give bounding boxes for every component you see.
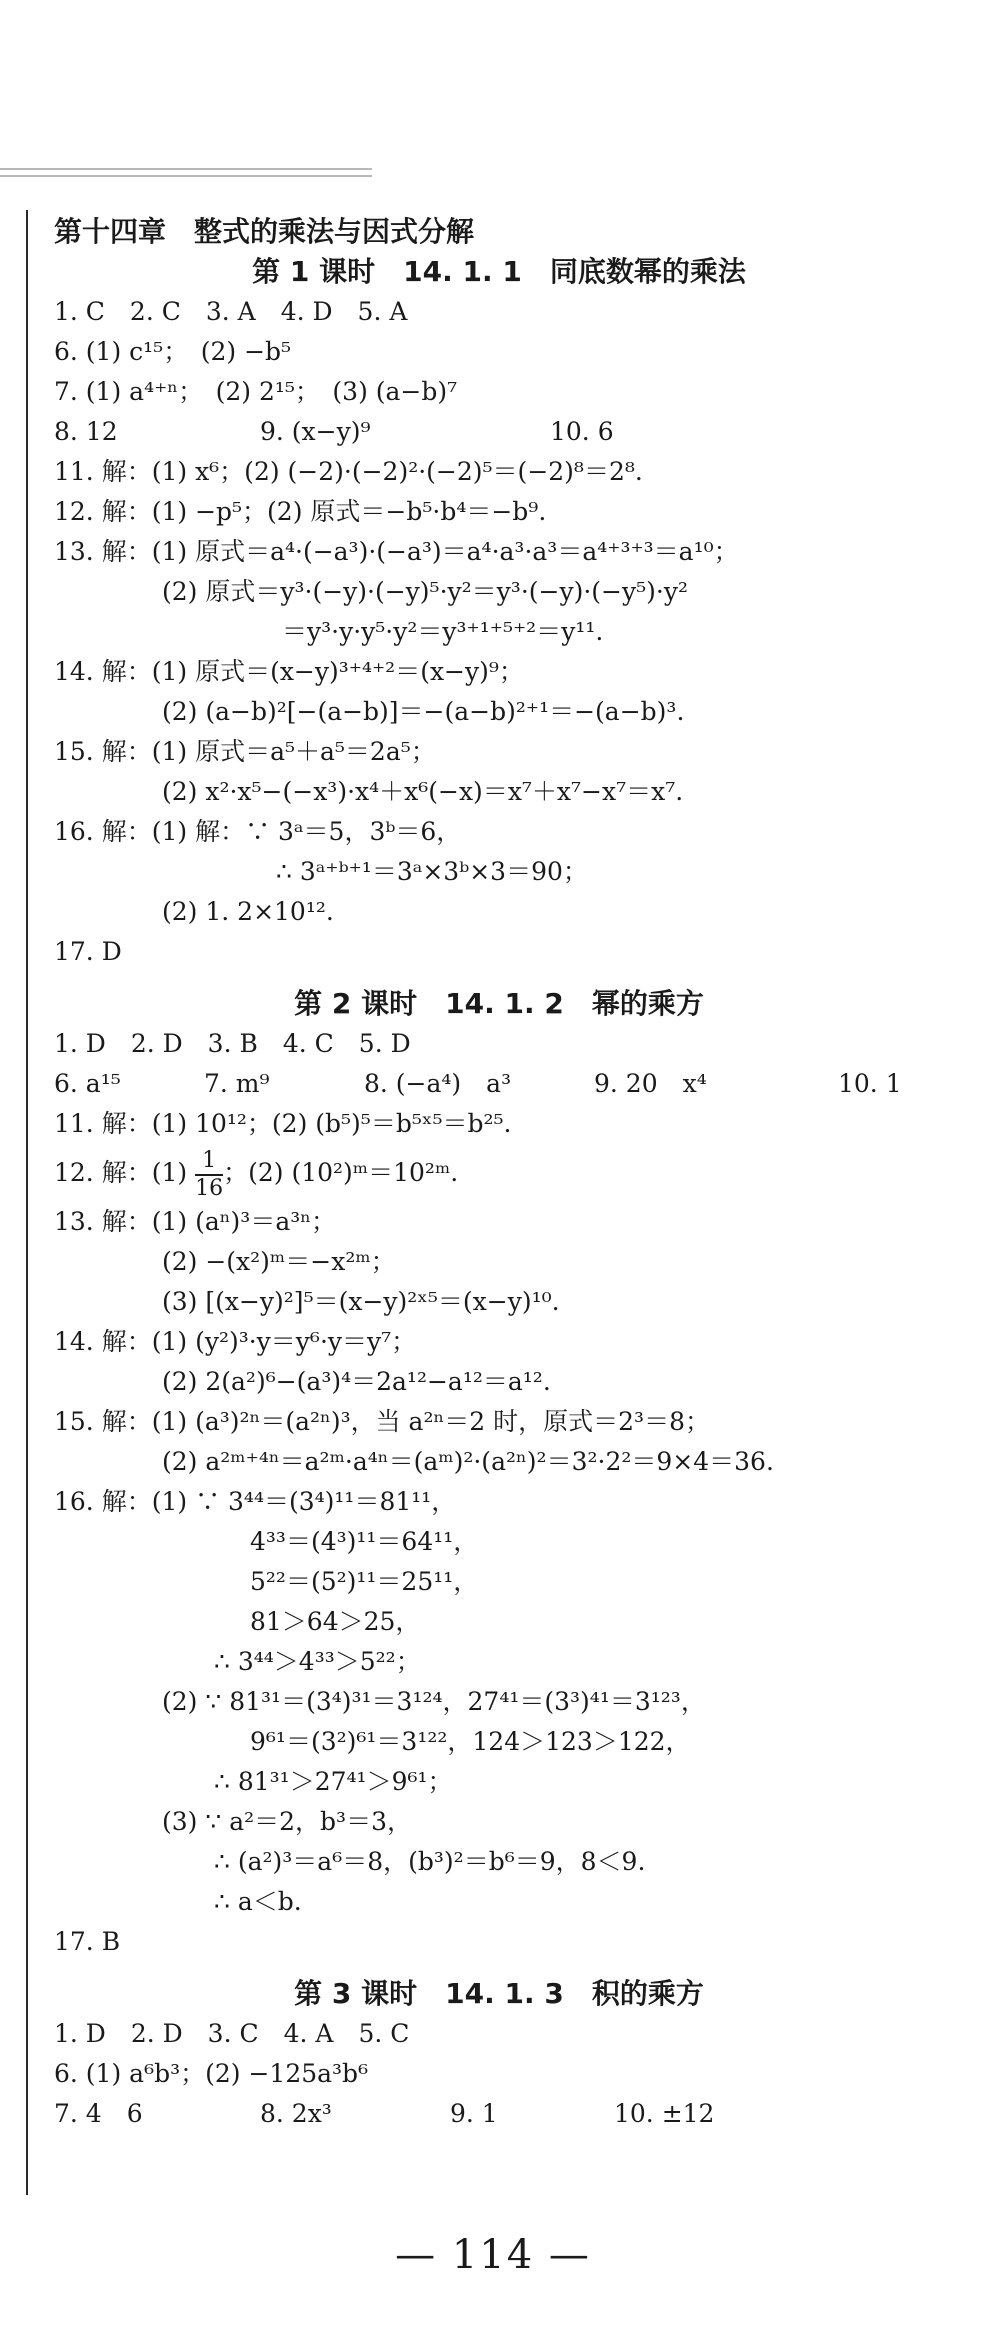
s2-answer-16-3: (3) ∵ a²＝2，b³＝3， [162,1807,412,1836]
s2-answer-16-3-c: ∴ a＜b. [214,1887,302,1916]
s1-answer-16-1-cont: ∴ 3ᵃ⁺ᵇ⁺¹＝3ᵃ×3ᵇ×3＝90； [276,857,588,886]
s2-answer-15-2: (2) a²ᵐ⁺⁴ⁿ＝a²ᵐ·a⁴ⁿ＝(aᵐ)²·(a²ⁿ)²＝3²·2²＝9×4＝36. [162,1447,774,1476]
page-number: — 114 — [395,2232,591,2278]
s1-answer-12: 12. 解：(1) −p⁵；(2) 原式＝−b⁵·b⁴＝−b⁹. [54,497,547,526]
s2-answer-14-1: 14. 解：(1) (y²)³·y＝y⁶·y＝y⁷； [54,1327,417,1356]
fraction [195,1147,224,1201]
s1-answer-8: 8. 12 [54,417,118,446]
s1-answer-15-2: (2) x²·x⁵−(−x³)·x⁴＋x⁶(−x)＝x⁷＋x⁷−x⁷＝x⁷. [162,777,684,806]
s1-answer-11: 11. 解：(1) x⁶；(2) (−2)·(−2)²·(−2)⁵＝(−2)⁸＝2⁸. [54,457,643,486]
section-2-title: 第 2 课时 14. 1. 2 幂的乘方 [294,987,704,1020]
top-rule [0,168,372,177]
s2-answer-15-1: 15. 解：(1) (a³)²ⁿ＝(a²ⁿ)³，当 a²ⁿ＝2 时，原式＝2³＝8； [54,1407,710,1436]
s2-answer-16-1-b: 4³³＝(4³)¹¹＝64¹¹， [250,1527,479,1556]
s1-answer-16-2: (2) 1. 2×10¹². [162,897,334,926]
s2-answer-16-2-b: 9⁶¹＝(3²)⁶¹＝3¹²²，124＞123＞122， [250,1727,691,1756]
s3-answer-6: 6. (1) a⁶b³；(2) −125a³b⁶ [54,2059,369,2088]
answer-content [54,212,964,2134]
s2-answer-13-2: (2) −(x²)ᵐ＝−x²ᵐ； [162,1247,396,1276]
s2-answer-8: 8. (−a⁴) a³ [364,1069,512,1098]
s2-answer-6: 6. a¹⁵ [54,1069,121,1098]
s2-answer-7: 7. m⁹ [204,1069,270,1098]
s1-answer-14-2: (2) (a−b)²[−(a−b)]＝−(a−b)²⁺¹＝−(a−b)³. [162,697,685,726]
s1-answer-15-1: 15. 解：(1) 原式＝a⁵＋a⁵＝2a⁵； [54,737,436,766]
s2-answer-11: 11. 解：(1) 10¹²；(2) (b⁵)⁵＝b⁵ˣ⁵＝b²⁵. [54,1109,512,1138]
s1-answer-13-2-cont: ＝y³·y·y⁵·y²＝y³⁺¹⁺⁵⁺²＝y¹¹. [282,617,604,646]
s2-answer-9: 9. 20 x⁴ [594,1069,707,1098]
s1-answer-17: 17. D [54,937,122,966]
s1-answer-1-5: 1. C 2. C 3. A 4. D 5. A [54,297,408,326]
s1-answer-16-1: 16. 解：(1) 解：∵ 3ᵃ＝5，3ᵇ＝6， [54,817,462,846]
s2-answer-16-2: (2) ∵ 81³¹＝(3⁴)³¹＝3¹²⁴，27⁴¹＝(3³)⁴¹＝3¹²³， [162,1687,706,1716]
s1-answer-13-1: 13. 解：(1) 原式＝a⁴·(−a³)·(−a³)＝a⁴·a³·a³＝a⁴⁺³⁺³＝a¹⁰； [54,537,739,566]
s1-answer-10: 10. 6 [550,417,614,446]
s2-answer-12-prefix: 12. 解：(1) [54,1158,196,1187]
s1-answer-8-10 [54,412,964,452]
section-3-title: 第 3 课时 14. 1. 3 积的乘方 [294,1977,704,2010]
s2-answer-10: 10. 1 [838,1069,902,1098]
s2-answer-12-suffix: ；(2) (10²)ᵐ＝10²ᵐ. [223,1158,459,1187]
section-1-title: 第 1 课时 14. 1. 1 同底数幂的乘法 [252,255,746,288]
s2-answer-12 [54,1144,964,1202]
s2-answer-1-5: 1. D 2. D 3. B 4. C 5. D [54,1029,411,1058]
s3-answer-10: 10. ±12 [614,2099,715,2128]
chapter-title: 第十四章 整式的乘法与因式分解 [54,215,475,248]
fraction-numerator: 1 [195,1150,223,1176]
s2-answer-16-1-c: 5²²＝(5²)¹¹＝25¹¹， [250,1567,479,1596]
s2-answer-16-1: 16. 解：(1) ∵ 3⁴⁴＝(3⁴)¹¹＝81¹¹， [54,1487,457,1516]
s2-answer-16-3-b: ∴ (a²)³＝a⁶＝8，(b³)²＝b⁶＝9，8＜9. [214,1847,646,1876]
s2-answer-13-3: (3) [(x−y)²]⁵＝(x−y)²ˣ⁵＝(x−y)¹⁰. [162,1287,560,1316]
left-margin-line [26,210,28,2195]
s2-answer-13-1: 13. 解：(1) (aⁿ)³＝a³ⁿ； [54,1207,337,1236]
s2-answer-16-1-e: ∴ 3⁴⁴＞4³³＞5²²； [214,1647,421,1676]
s2-answer-16-2-c: ∴ 81³¹＞27⁴¹＞9⁶¹； [214,1767,453,1796]
s1-answer-9: 9. (x−y)⁹ [260,417,371,446]
s2-answer-16-1-d: 81＞64＞25， [250,1607,421,1636]
s1-answer-7: 7. (1) a⁴⁺ⁿ； (2) 2¹⁵； (3) (a−b)⁷ [54,377,458,406]
s3-answer-7-10 [54,2094,964,2134]
s2-answer-14-2: (2) 2(a²)⁶−(a³)⁴＝2a¹²−a¹²＝a¹². [162,1367,551,1396]
s3-answer-1-5: 1. D 2. D 3. C 4. A 5. C [54,2019,410,2048]
s3-answer-7: 7. 4 6 [54,2099,143,2128]
s3-answer-8: 8. 2x³ [260,2099,332,2128]
s3-answer-9: 9. 1 [450,2099,498,2128]
s1-answer-13-2: (2) 原式＝y³·(−y)·(−y)⁵·y²＝y³·(−y)·(−y⁵)·y² [162,577,688,606]
s2-answer-6-10 [54,1064,964,1104]
s1-answer-6: 6. (1) c¹⁵； (2) −b⁵ [54,337,292,366]
fraction-denominator: 16 [195,1175,224,1201]
s1-answer-14-1: 14. 解：(1) 原式＝(x−y)³⁺⁴⁺²＝(x−y)⁹； [54,657,524,686]
s2-answer-17: 17. B [54,1927,121,1956]
